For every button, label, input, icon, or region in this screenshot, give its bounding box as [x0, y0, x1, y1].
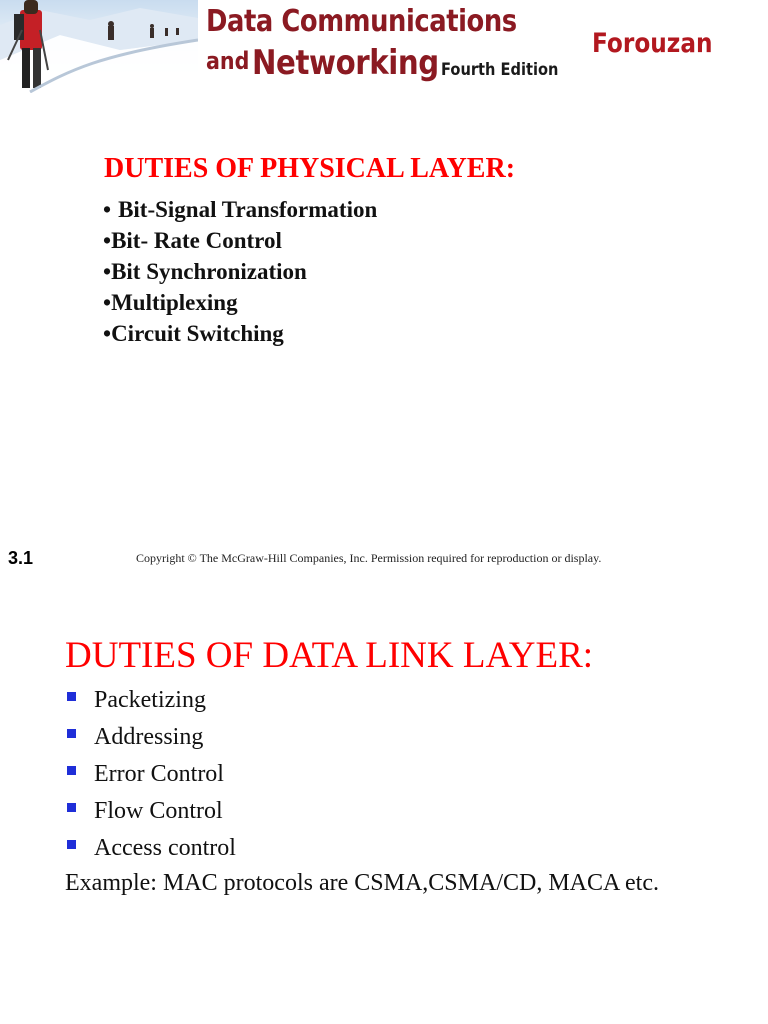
list-item: • Bit-Signal Transformation: [103, 194, 377, 225]
mac-protocols-example: Example: MAC protocols are CSMA,CSMA/CD, MACA etc.: [65, 870, 659, 896]
list-item: Packetizing: [65, 682, 236, 719]
book-title-networking: Networking: [252, 43, 439, 83]
bullet-icon: •: [103, 259, 112, 284]
copyright-notice: Copyright © The McGraw-Hill Companies, Inc. Permission required for reproduction or display.: [136, 551, 602, 565]
list-item: Flow Control: [65, 793, 236, 830]
square-bullet-icon: [67, 840, 76, 849]
physical-layer-duties-list: [103, 194, 377, 349]
data-link-layer-duties-list: [65, 682, 236, 867]
physical-layer-heading: DUTIES OF PHYSICAL LAYER:: [104, 153, 516, 184]
bullet-icon: •: [103, 290, 112, 315]
list-item: •Bit Synchronization: [103, 256, 377, 287]
slide-number: 3.1: [8, 548, 34, 568]
book-author: Forouzan: [592, 28, 713, 59]
book-banner: [0, 0, 768, 95]
bullet-icon: •: [103, 197, 112, 222]
bullet-icon: •: [103, 228, 112, 253]
square-bullet-icon: [67, 803, 76, 812]
list-item: Access control: [65, 830, 236, 867]
list-item: •Circuit Switching: [103, 318, 377, 349]
list-item: •Multiplexing: [103, 287, 377, 318]
book-title-line1: Data Communications: [206, 4, 517, 39]
square-bullet-icon: [67, 766, 76, 775]
cover-photo-mountaineers: [0, 0, 198, 93]
data-link-layer-heading: DUTIES OF DATA LINK LAYER:: [65, 635, 594, 676]
list-item: •Bit- Rate Control: [103, 225, 377, 256]
book-edition: Fourth Edition: [441, 60, 559, 80]
square-bullet-icon: [67, 692, 76, 701]
book-title-and: and: [206, 47, 250, 75]
square-bullet-icon: [67, 729, 76, 738]
list-item: Error Control: [65, 756, 236, 793]
bullet-icon: •: [103, 321, 112, 346]
list-item: Addressing: [65, 719, 236, 756]
